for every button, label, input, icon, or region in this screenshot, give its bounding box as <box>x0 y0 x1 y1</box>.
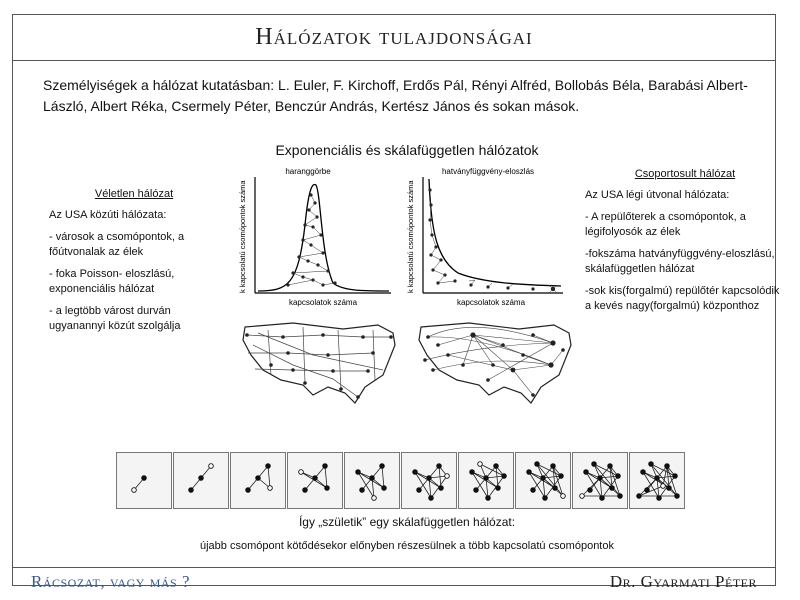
network-node <box>592 462 597 467</box>
footer-author: Dr. Gyarmati Péter <box>609 572 757 591</box>
growth-frame <box>174 453 229 509</box>
network-node <box>323 464 328 469</box>
random-network-item: - foka Poisson- eloszlású, exponenciális hálózat <box>49 268 175 295</box>
left-y-axis-label: k kapcsolatú csomópontok száma <box>238 180 247 293</box>
network-node <box>667 486 672 491</box>
random-network-item: - városok a csomópontok, a főútvonalak az élek <box>49 231 185 258</box>
footer-left-text: Rácsozat, vagy más ? <box>31 572 191 591</box>
network-node <box>655 476 660 481</box>
clustered-network-column <box>585 167 785 321</box>
network-node <box>325 486 330 491</box>
network-node <box>189 488 194 493</box>
network-node <box>494 464 499 469</box>
growth-frame <box>231 453 286 509</box>
network-node <box>474 488 479 493</box>
network-node <box>372 496 377 501</box>
usa-road-network-map <box>243 323 395 403</box>
growth-frame <box>288 453 343 509</box>
network-node <box>527 470 532 475</box>
power-law-title: hatványfüggvény-eloszlás <box>441 167 535 176</box>
power-law-plot <box>423 167 563 293</box>
network-node <box>370 476 375 481</box>
network-node <box>496 486 501 491</box>
right-x-axis-label: kapcsolatok száma <box>456 298 526 307</box>
network-node <box>598 476 603 481</box>
clustered-network-item: -sok kis(forgalmú) repülőtér kapcsolódik a kevés nagy(forgalmú) központhoz <box>585 285 780 312</box>
network-node <box>641 470 646 475</box>
network-node <box>478 462 483 467</box>
random-network-heading: Véletlen hálózat <box>94 188 174 200</box>
network-node <box>437 464 442 469</box>
network-node <box>645 488 650 493</box>
network-node <box>356 470 361 475</box>
random-network-item: - a legtöbb várost durván ugyanannyi közút szolgálja <box>49 305 181 332</box>
network-node <box>649 462 654 467</box>
random-network-column <box>49 187 219 341</box>
network-node <box>610 486 615 491</box>
network-comparison-figure <box>233 165 573 410</box>
network-node <box>470 470 475 475</box>
clustered-network-heading: Csoportosult hálózat <box>634 168 736 180</box>
network-node <box>535 462 540 467</box>
network-node <box>142 476 147 481</box>
clustered-network-item: Az USA légi útvonal hálózata: <box>585 189 730 201</box>
network-node <box>584 470 589 475</box>
network-node <box>303 488 308 493</box>
network-node <box>600 496 605 501</box>
network-node <box>484 476 489 481</box>
network-node <box>561 494 566 499</box>
network-node <box>665 464 670 469</box>
figure-subtitle: Exponenciális és skálafüggetlen hálózatok <box>275 142 539 158</box>
network-node <box>268 486 273 491</box>
growth-frame <box>516 453 571 509</box>
network-node <box>439 486 444 491</box>
random-network-item: Az USA közúti hálózata: <box>49 209 167 221</box>
network-node <box>553 486 558 491</box>
network-node <box>486 496 491 501</box>
network-node <box>551 464 556 469</box>
network-node <box>132 488 137 493</box>
growth-frame <box>630 453 685 509</box>
network-node <box>445 474 450 479</box>
network-node <box>673 474 678 479</box>
network-node <box>616 474 621 479</box>
right-y-axis-label: k kapcsolatú csomópontok száma <box>406 180 415 293</box>
growth-frame <box>402 453 457 509</box>
network-node <box>608 464 613 469</box>
network-node <box>588 488 593 493</box>
network-node <box>543 496 548 501</box>
slide-title: Hálózatok tulajdonságai <box>255 24 533 50</box>
network-node <box>209 464 214 469</box>
network-node <box>299 470 304 475</box>
network-growth-strip <box>116 452 686 510</box>
network-node <box>559 474 564 479</box>
network-node <box>637 494 642 499</box>
network-node <box>429 496 434 501</box>
network-node <box>417 488 422 493</box>
power-law-nodes <box>428 188 555 291</box>
strip-caption: Így „születik” egy skálafüggetlen hálózat: <box>298 515 516 529</box>
bell-curve-plot <box>255 167 391 293</box>
network-node <box>246 488 251 493</box>
network-node <box>313 476 318 481</box>
network-node <box>618 494 623 499</box>
growth-frame <box>573 453 628 509</box>
network-node <box>657 496 662 501</box>
growth-frame <box>345 453 400 509</box>
network-node <box>266 464 271 469</box>
network-node <box>531 488 536 493</box>
network-node <box>661 484 666 489</box>
network-node <box>413 470 418 475</box>
network-node <box>256 476 261 481</box>
network-node <box>675 494 680 499</box>
intro-text: Személyiségek a hálózat kutatásban: L. Euler, F. Kirchoff, Erdős Pál, Rényi Alfréd, Bollobás Béla, Barabási Albert-László, Albert Réka, Csermely Péter, Benczúr András, Kertész János és sokan mások. <box>43 77 748 114</box>
network-node <box>502 474 507 479</box>
network-node <box>382 486 387 491</box>
strip-caption-detail: újabb csomópont kötődésekor előnyben részesülnek a több kapcsolatú csomópontok <box>200 540 614 552</box>
network-node <box>541 476 546 481</box>
network-node <box>199 476 204 481</box>
left-x-axis-label: kapcsolatok száma <box>288 298 358 307</box>
title-bar <box>13 15 775 61</box>
growth-frames <box>117 453 685 509</box>
network-node <box>360 488 365 493</box>
slide-frame <box>12 14 780 591</box>
usa-air-network-map <box>419 323 571 403</box>
network-node <box>427 476 432 481</box>
growth-frame <box>117 453 172 509</box>
growth-frame <box>459 453 514 509</box>
network-node <box>380 464 385 469</box>
bell-curve-title: haranggörbe <box>285 167 331 176</box>
clustered-network-item: - A repülőterek a csomópontok, a légifolyosók az élek <box>585 211 746 238</box>
clustered-network-item: -fokszáma hatványfüggvény-eloszlású, skálafüggetlen hálózat <box>585 248 775 275</box>
network-node <box>580 494 585 499</box>
footer <box>13 567 775 600</box>
